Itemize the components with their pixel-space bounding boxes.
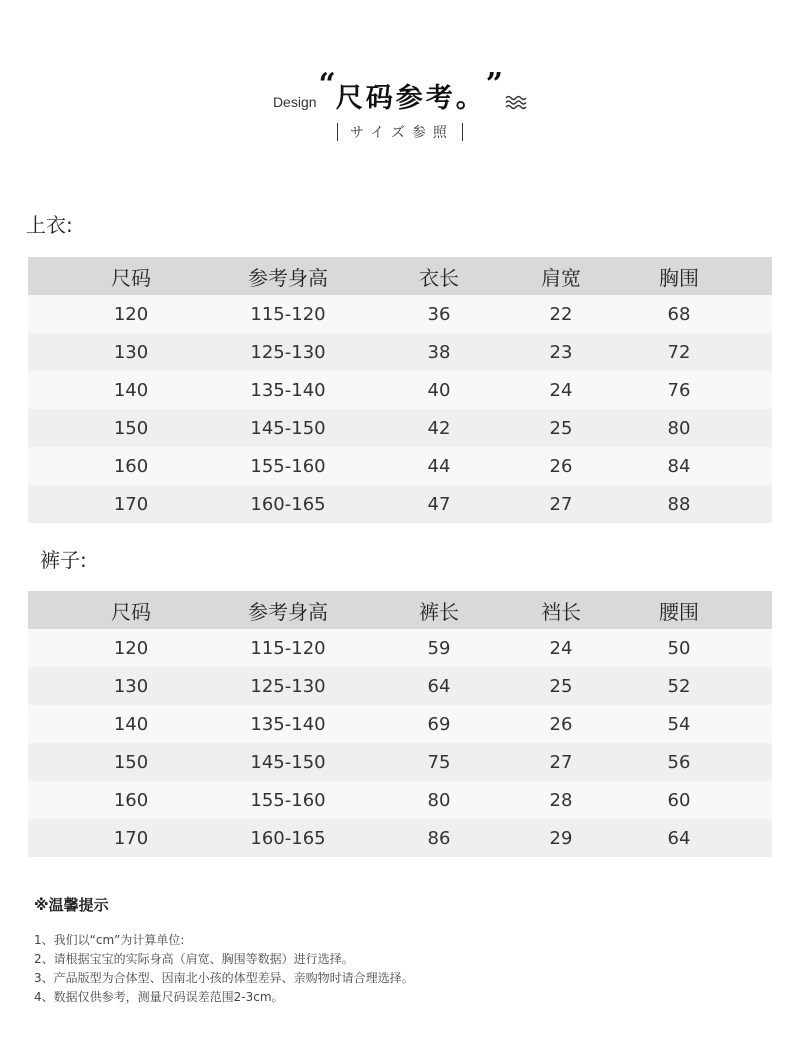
table-cell: 155-160 <box>234 781 342 819</box>
pants-section-label: 裤子: <box>40 548 87 572</box>
column-header: 衣长 <box>342 257 536 295</box>
table-cell: 22 <box>536 295 586 333</box>
column-header: 尺码 <box>28 591 234 629</box>
tops-size-table <box>28 257 772 523</box>
table-cell: 88 <box>586 485 772 523</box>
table-cell: 29 <box>536 819 586 857</box>
table-row <box>28 819 772 857</box>
table-row <box>28 705 772 743</box>
page-subtitle: サイズ参照 <box>350 125 454 141</box>
table-cell: 38 <box>342 333 536 371</box>
table-row <box>28 781 772 819</box>
table-cell: 64 <box>342 667 536 705</box>
tips-section <box>34 894 414 1007</box>
table-cell: 42 <box>342 409 536 447</box>
table-cell: 25 <box>536 667 586 705</box>
column-header: 胸围 <box>586 257 772 295</box>
column-header: 参考身高 <box>234 257 342 295</box>
table-cell: 75 <box>342 743 536 781</box>
table-cell: 44 <box>342 447 536 485</box>
table-row <box>28 333 772 371</box>
table-cell: 28 <box>536 781 586 819</box>
table-cell: 52 <box>586 667 772 705</box>
page-title: 尺码参考。 <box>335 83 486 114</box>
table-cell: 160 <box>28 447 234 485</box>
table-cell: 25 <box>536 409 586 447</box>
table-cell: 60 <box>586 781 772 819</box>
table-cell: 50 <box>586 629 772 667</box>
table-row <box>28 743 772 781</box>
table-header-row <box>28 591 772 629</box>
table-cell: 86 <box>342 819 536 857</box>
table-cell: 145-150 <box>234 743 342 781</box>
table-cell: 84 <box>586 447 772 485</box>
divider <box>462 123 463 141</box>
open-quote-mark: “ <box>318 67 336 102</box>
table-cell: 170 <box>28 819 234 857</box>
table-cell: 59 <box>342 629 536 667</box>
table-cell: 26 <box>536 447 586 485</box>
subtitle-row <box>0 122 800 142</box>
table-cell: 36 <box>342 295 536 333</box>
table-cell: 47 <box>342 485 536 523</box>
table-cell: 69 <box>342 705 536 743</box>
table-cell: 120 <box>28 295 234 333</box>
table-cell: 24 <box>536 371 586 409</box>
column-header: 裤长 <box>342 591 536 629</box>
table-cell: 160-165 <box>234 819 342 857</box>
table-header-row <box>28 257 772 295</box>
table-cell: 64 <box>586 819 772 857</box>
column-header: 腰围 <box>586 591 772 629</box>
table-cell: 140 <box>28 371 234 409</box>
table-row <box>28 485 772 523</box>
table-cell: 27 <box>536 743 586 781</box>
pants-size-table <box>28 591 772 857</box>
table-cell: 115-120 <box>234 295 342 333</box>
table-cell: 68 <box>586 295 772 333</box>
tips-line: 3、产品版型为合体型、因南北小孩的体型差异、亲购物时请合理选择。 <box>34 971 414 985</box>
table-cell: 24 <box>536 629 586 667</box>
table-cell: 54 <box>586 705 772 743</box>
tips-line: 4、数据仅供参考，测量尺码误差范围2-3cm。 <box>34 990 284 1004</box>
divider <box>337 123 338 141</box>
table-cell: 160-165 <box>234 485 342 523</box>
table-cell: 80 <box>586 409 772 447</box>
table-cell: 80 <box>342 781 536 819</box>
column-header: 参考身高 <box>234 591 342 629</box>
table-cell: 76 <box>586 371 772 409</box>
table-cell: 140 <box>28 705 234 743</box>
tips-line: 2、请根据宝宝的实际身高（肩宽、胸围等数据）进行选择。 <box>34 952 354 966</box>
table-cell: 150 <box>28 409 234 447</box>
table-cell: 23 <box>536 333 586 371</box>
table-cell: 125-130 <box>234 333 342 371</box>
table-row <box>28 447 772 485</box>
table-cell: 40 <box>342 371 536 409</box>
tops-section-label: 上衣: <box>26 213 73 237</box>
column-header: 尺码 <box>28 257 234 295</box>
table-row <box>28 295 772 333</box>
table-cell: 125-130 <box>234 667 342 705</box>
table-cell: 135-140 <box>234 371 342 409</box>
table-cell: 130 <box>28 667 234 705</box>
title-row <box>0 67 800 116</box>
table-row <box>28 409 772 447</box>
table-row <box>28 371 772 409</box>
table-cell: 155-160 <box>234 447 342 485</box>
tips-title: ※温馨提示 <box>34 896 109 914</box>
table-cell: 115-120 <box>234 629 342 667</box>
table-row <box>28 629 772 667</box>
table-cell: 145-150 <box>234 409 342 447</box>
table-cell: 170 <box>28 485 234 523</box>
table-cell: 160 <box>28 781 234 819</box>
design-word: Design <box>272 94 317 110</box>
table-cell: 120 <box>28 629 234 667</box>
table-cell: 27 <box>536 485 586 523</box>
wave-icon <box>505 94 527 110</box>
tips-line: 1、我们以“cm”为计算单位: <box>34 933 185 947</box>
table-cell: 26 <box>536 705 586 743</box>
table-cell: 56 <box>586 743 772 781</box>
table-row <box>28 667 772 705</box>
page-header <box>0 67 800 142</box>
table-cell: 72 <box>586 333 772 371</box>
column-header: 裆长 <box>536 591 586 629</box>
table-cell: 130 <box>28 333 234 371</box>
table-cell: 150 <box>28 743 234 781</box>
close-quote-mark: ” <box>485 67 504 102</box>
column-header: 肩宽 <box>536 257 586 295</box>
table-cell: 135-140 <box>234 705 342 743</box>
